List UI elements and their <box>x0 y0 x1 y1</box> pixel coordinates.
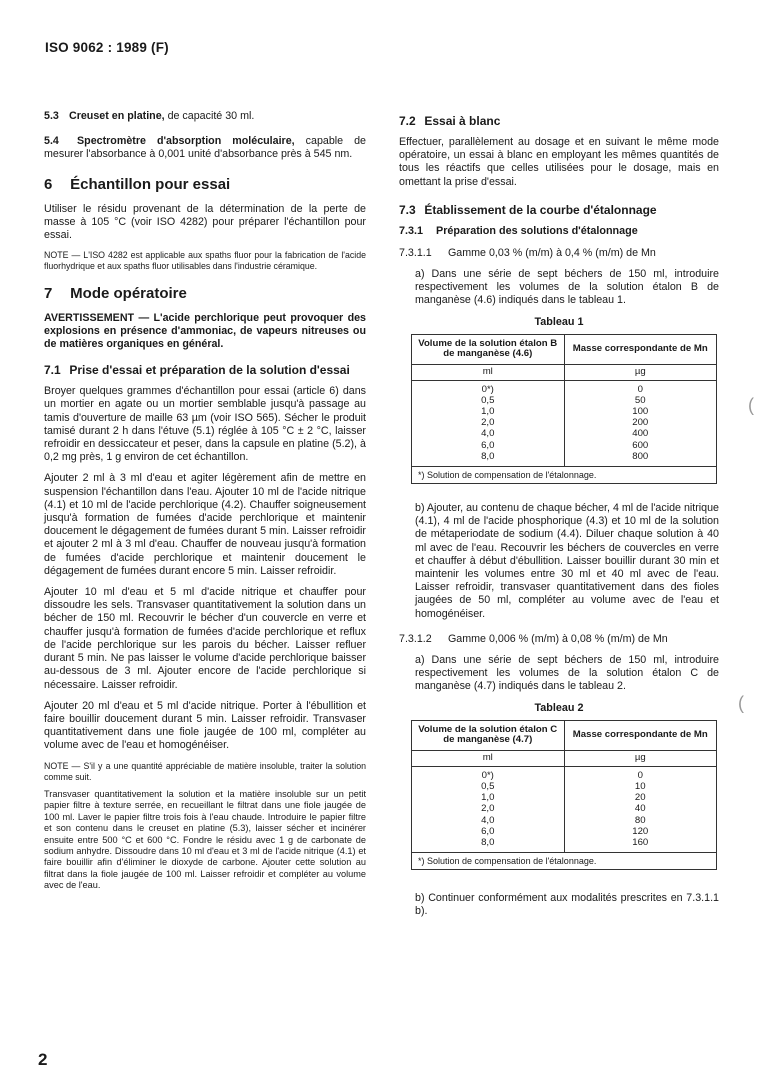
section-number: 7.1 <box>44 363 61 378</box>
table-cell: 2,0 <box>481 803 495 815</box>
table-cell: 80 <box>634 814 646 826</box>
section-title: Établissement de la courbe d'étalonnage <box>424 202 657 217</box>
table-cell: 0,5 <box>481 394 495 406</box>
table-cell: 400 <box>632 428 649 440</box>
table-2-col1-header: Volume de la solution étalon C de manganèse (4.7) <box>412 720 565 750</box>
table-cell: 0 <box>637 383 643 395</box>
section-7-1-paragraph-3: Ajouter 10 ml d'eau et 5 ml d'acide nitrique et chauffer pour dissoudre les sels. Transvaser quantitativement la solution dans un bécher de 150 ml. Recouvrir le bécher d'un couvercle en verre et chauffer jusqu'à formation de fumées d'acide perchlorique et reflux de l'acide perchlorique sur les parois du bécher. Laisser refluer durant 5 min. Ne pas laisser le volume d'acide perchlorique baisser au-dessous de 3 ml. Ajouter encore de l'acide perchlorique si nécessaire. Laisser refroidir. <box>44 586 366 691</box>
document-header: ISO 9062 : 1989 (F) <box>45 40 169 55</box>
table-1-col2-header: Masse correspondante de Mn <box>564 334 717 364</box>
margin-mark: ( <box>748 395 754 415</box>
table-cell: 8,0 <box>481 450 495 462</box>
section-number: 6 <box>44 175 53 193</box>
step-b-1: b) Ajouter, au contenu de chaque bécher, 4 ml de l'acide nitrique (4.1), 4 ml de l'acide phosphorique (4.3) et 10 ml de la solution de métaperiodate de sodium (4.4). Diluer chaque solution à 40 ml avec de l'eau. Recouvrir les béchers de couvercles en verre et chauffer à début d'ébullition. Laisser bouillir durant 30 min et maintenir les volumes entre 30 ml et 40 ml avec de l'eau. Laisser refroidir, transvaser quantitativement dans des fioles jaugées de 50 ml, compléter au volume avec de l'eau et homogénéiser. <box>415 502 719 620</box>
margin-mark: ( <box>738 693 744 713</box>
section-6-note: NOTE — L'ISO 4282 est applicable aux spaths fluor pour la fabrication de l'acide fluorhydrique et aux spaths fluor utilisables dans l'industrie céramique. <box>44 250 366 272</box>
table-cell: 160 <box>632 836 649 848</box>
table-cell: 0,5 <box>481 780 495 792</box>
right-column <box>399 110 719 927</box>
section-number: 5.4 <box>44 135 59 148</box>
table-2-col2-values <box>564 766 717 852</box>
table-cell: 2,0 <box>481 417 495 429</box>
section-7-2-heading <box>399 114 719 128</box>
table-2-col1-values <box>412 766 565 852</box>
table-cell: 1,0 <box>481 406 495 418</box>
section-5-3 <box>44 110 366 123</box>
table-cell: 1,0 <box>481 792 495 804</box>
table-cell: 120 <box>632 825 649 837</box>
section-7-3-1-2 <box>399 633 719 646</box>
table-cell: 10 <box>634 780 646 792</box>
section-7-heading <box>44 285 366 302</box>
table-2-col1-unit: ml <box>412 750 565 766</box>
step-a-1: a) Dans une série de sept béchers de 150 ml, introduire respectivement les volumes de la solution étalon B de manganèse (4.6) indiqués dans le tableau 1. <box>415 268 719 307</box>
table-1-col2-values <box>564 380 717 466</box>
section-5-4 <box>44 135 366 161</box>
table-1-caption: Tableau 1 <box>534 315 584 328</box>
section-number: 7 <box>44 284 53 302</box>
section-title: Préparation des solutions d'étalonnage <box>436 224 638 237</box>
page-number: 2 <box>38 1050 48 1069</box>
table-cell: 50 <box>634 394 646 406</box>
table-cell: 4,0 <box>481 814 495 826</box>
table-cell: 40 <box>634 803 646 815</box>
section-number: 5.3 <box>44 110 59 122</box>
section-text: Gamme 0,006 % (m/m) à 0,08 % (m/m) de Mn <box>447 632 668 645</box>
section-number: 7.2 <box>399 114 416 128</box>
table-1-col1-unit: ml <box>412 364 565 380</box>
table-2 <box>411 720 717 870</box>
table-cell: 0*) <box>481 383 494 395</box>
table-1-col1-header: Volume de la solution étalon B de manganèse (4.6) <box>412 334 565 364</box>
section-number: 7.3.1.2 <box>399 632 432 645</box>
section-number: 7.3 <box>399 202 416 217</box>
table-2-caption: Tableau 2 <box>534 701 584 714</box>
section-7-3-heading <box>399 203 719 217</box>
section-7-1-paragraph-1: Broyer quelques grammes d'échantillon pour essai (article 6) dans un mortier en agate ou un mortier semblable jusqu'à passage au tamis d'ouverture de maille 63 µm (voir ISO 565). Sécher le produit tamisé durant 2 h dans l'étuve (5.1) réglée à 105 °C ± 2 °C, laisser refroidir en dessiccateur et peser, dans la capsule en platine (5.2), à 0,2 mg près, 1 g environ de cet échantillon. <box>44 385 366 464</box>
section-7-3-1-heading <box>399 225 719 237</box>
section-6-heading <box>44 176 366 193</box>
table-cell: 6,0 <box>481 439 495 451</box>
section-title: Prise d'essai et préparation de la solution d'essai <box>69 363 350 378</box>
table-cell: 6,0 <box>481 825 495 837</box>
section-7-1-heading <box>44 363 366 377</box>
table-cell: 800 <box>632 450 649 462</box>
table-cell: 200 <box>632 417 649 429</box>
section-6-paragraph: Utiliser le résidu provenant de la détermination de la perte de masse à 105 °C (voir ISO 4282) pour préparer l'échantillon pour essai. <box>44 202 366 242</box>
table-cell: 4,0 <box>481 428 495 440</box>
section-7-1-paragraph-2: Ajouter 2 ml à 3 ml d'eau et agiter légèrement afin de mettre en suspension l'échantillon dans l'eau. Ajouter 10 ml de l'acide nitrique (4.1) et 10 ml de l'acide perchlorique (4.2). Chauffer soigneusement jusqu'à formation de fumées d'acide perchlorique et maintenir doucement le dégagement de fumées durant 5 min. Laisser refroidir et ajouter 2 ml à 3 ml d'eau. Chauffer de nouveau jusqu'à formation de fumées d'acide perchlorique et maintenir doucement le dégagement de fumées durant encore 5 min. Laisser refroidir. <box>44 472 366 577</box>
table-cell: 0 <box>637 769 643 781</box>
table-cell: 600 <box>632 439 649 451</box>
table-1-footnote: *) Solution de compensation de l'étalonnage. <box>412 467 717 484</box>
section-number: 7.3.1 <box>399 224 424 237</box>
warning-text: AVERTISSEMENT — L'acide perchlorique peut provoquer des explosions en présence d'ammoniac, de vapeurs nitreuses ou de matières organiques en général. <box>44 311 366 351</box>
table-2-col2-header: Masse correspondante de Mn <box>564 720 717 750</box>
section-7-1-paragraph-4: Ajouter 20 ml d'eau et 5 ml d'acide nitrique. Porter à l'ébullition et faire bouillir doucement durant 5 min. Laisser refroidir. Transvaser quantitativement dans une fiole jaugée de 100 ml, compléter au volume avec de l'eau et homogénéiser. <box>44 699 366 752</box>
step-b-2: b) Continuer conformément aux modalités prescrites en 7.3.1.1 b). <box>415 892 719 918</box>
section-7-3-1-1 <box>399 247 719 260</box>
section-text: capable de mesurer l'absorbance à 0,001 unité d'absorbance près à 545 nm. <box>44 135 367 161</box>
section-title: Creuset en platine, <box>68 110 165 122</box>
section-text: Gamme 0,03 % (m/m) à 0,4 % (m/m) de Mn <box>447 246 656 259</box>
table-1 <box>411 334 717 484</box>
step-a-2: a) Dans une série de sept béchers de 150 ml, introduire respectivement les volumes de la solution étalon C de manganèse (4.7) indiqués dans le tableau 2. <box>415 654 719 693</box>
section-number: 7.3.1.1 <box>399 246 432 259</box>
table-cell: 100 <box>632 406 649 418</box>
table-cell: 8,0 <box>481 836 495 848</box>
table-1-col2-unit: µg <box>564 364 717 380</box>
left-column <box>44 110 366 900</box>
section-7-1-note: NOTE — S'il y a une quantité appréciable de matière insoluble, traiter la solution comme suit. <box>44 760 366 782</box>
table-2-col2-unit: µg <box>564 750 717 766</box>
section-7-2-paragraph: Effectuer, parallèlement au dosage et en suivant le même mode opératoire, un essai à blanc en employant les mêmes quantités de tous les réactifs que celles utilisées pour le dosage, mais en omettant la prise d'essai. <box>399 136 719 188</box>
table-2-footnote: *) Solution de compensation de l'étalonnage. <box>412 853 717 870</box>
section-7-1-note-procedure: Transvaser quantitativement la solution et la matière insoluble sur un petit papier filtre à texture serrée, en recueillant le filtrat dans une fiole jaugée de 100 ml. Laver le papier filtre trois fois à l'eau chaude. Introduire le papier filtre et son contenu dans le creuset en platine (5.3), laisser sécher et incinérer ensuite entre 500 °C et 600 °C. Fondre le résidu avec 1 g de carbonate de sodium anhydre. Dissoudre dans 10 ml d'eau et 3 ml de l'acide nitrique (4.1) et faire bouillir afin d'éliminer le dioxyde de carbone. Ajouter cette solution au filtrat dans la fiole jaugée de 100 ml. Laisser refroidir et compléter au volume avec de l'eau. <box>44 788 366 891</box>
section-title: Mode opératoire <box>70 284 187 302</box>
section-title: Spectromètre d'absorption moléculaire, <box>77 135 295 148</box>
table-cell: 20 <box>634 792 646 804</box>
section-text: de capacité 30 ml. <box>164 110 255 122</box>
table-1-col1-values <box>412 380 565 466</box>
table-cell: 0*) <box>481 769 494 781</box>
section-title: Essai à blanc <box>424 114 501 128</box>
section-title: Échantillon pour essai <box>70 175 231 193</box>
